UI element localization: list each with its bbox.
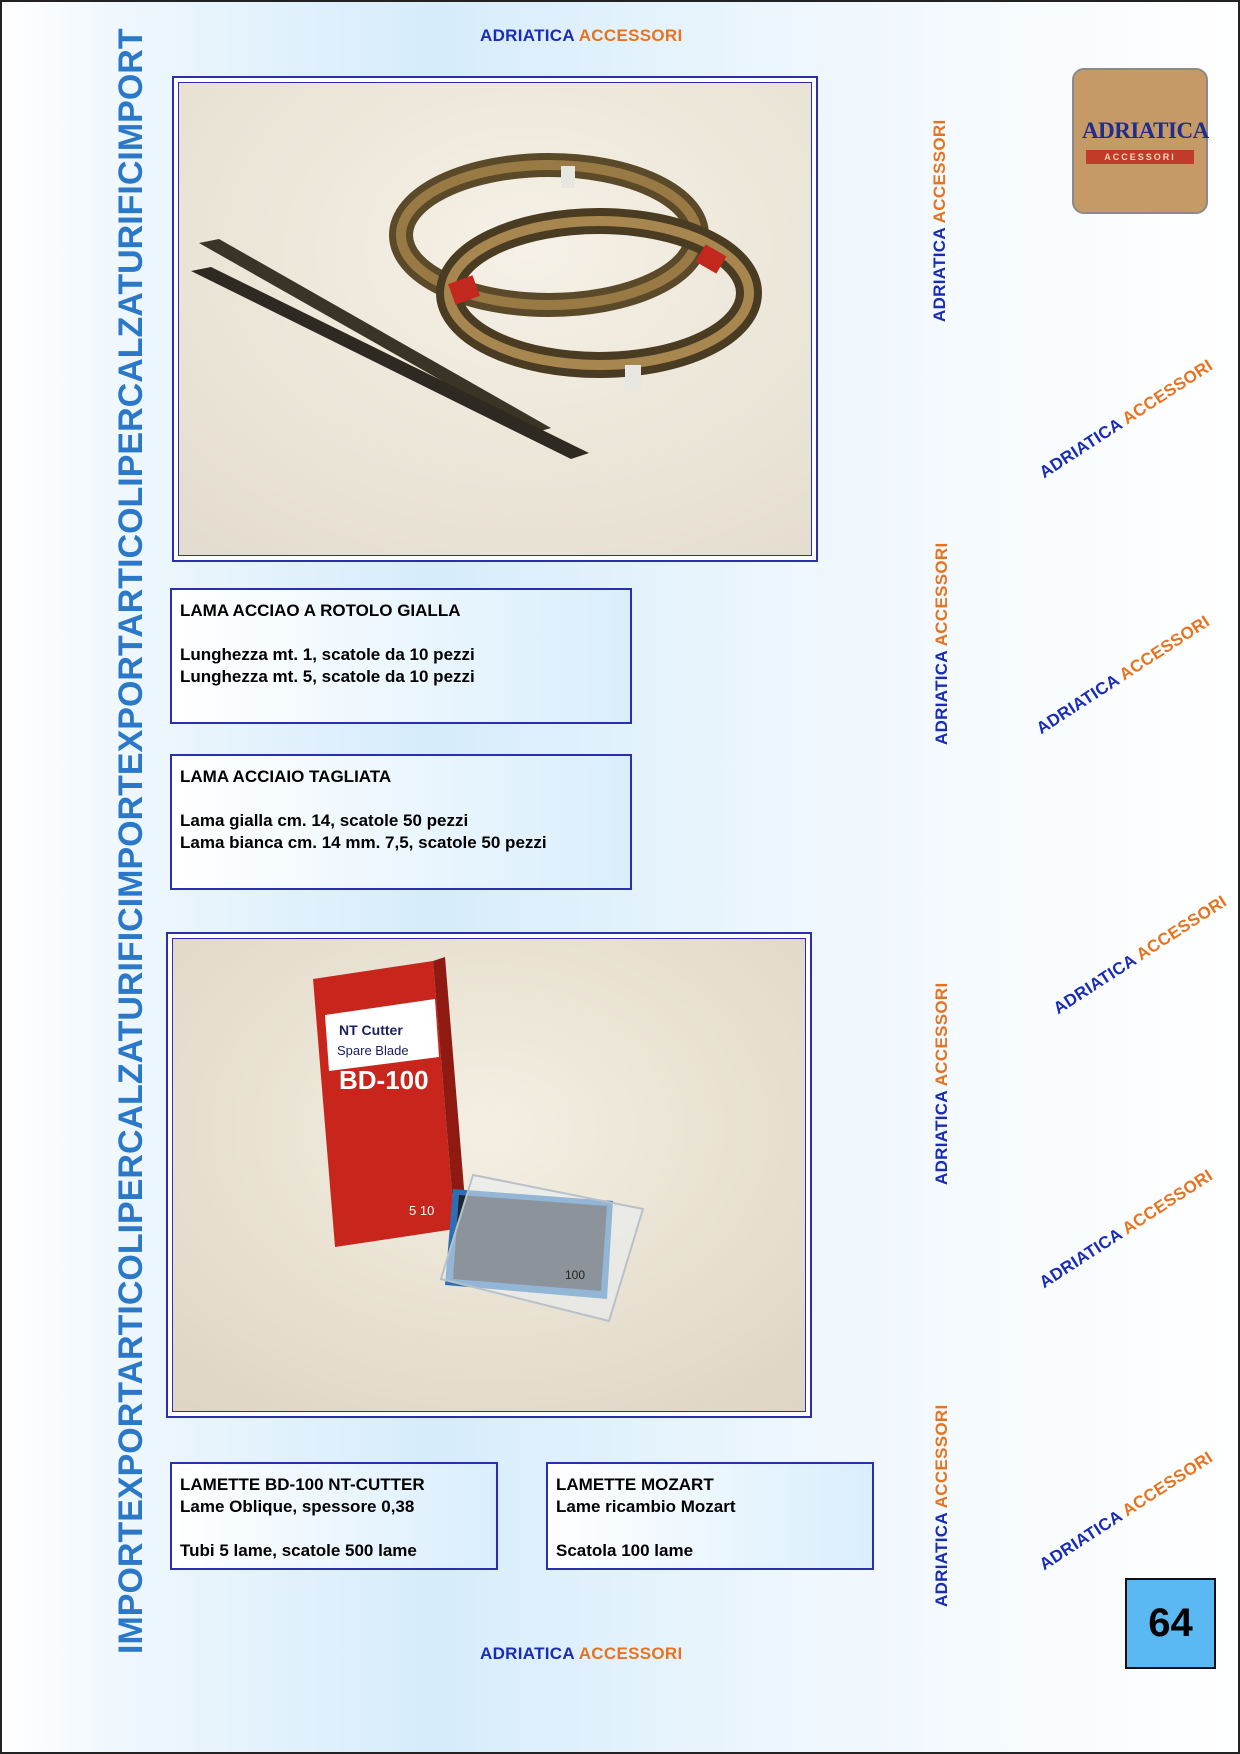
photo-steel-roll [178, 82, 812, 556]
product-subtitle: Lame ricambio Mozart [556, 1497, 736, 1516]
diagonal-brand: ADRIATICA ACCESSORI [1036, 1447, 1217, 1574]
logo-title: ADRIATICA [1082, 118, 1209, 143]
diagonal-brand: ADRIATICA ACCESSORI [1036, 355, 1217, 482]
product-subtitle: Lame Oblique, spessore 0,38 [180, 1497, 415, 1516]
product-title: LAMETTE BD-100 NT-CUTTER [180, 1475, 425, 1494]
product-title: LAMA ACCIAIO TAGLIATA [180, 767, 392, 786]
product-detail-line: Lama gialla cm. 14, scatole 50 pezzi [180, 811, 469, 830]
company-logo [1072, 68, 1208, 214]
product-box-mozart [546, 1462, 874, 1570]
product-box-steel-roll [170, 588, 632, 724]
photo-steel-roll-frame [172, 76, 818, 562]
vertical-brand: ADRIATICA ACCESSORI [932, 542, 951, 745]
box-brand-label: NT Cutter [339, 1022, 403, 1038]
product-detail-line: Scatola 100 lame [556, 1541, 694, 1560]
product-box-bd100 [170, 1462, 498, 1570]
product-detail-line: Lama bianca cm. 14 mm. 7,5, scatole 50 pezzi [180, 833, 547, 852]
product-title: LAMA ACCIAO A ROTOLO GIALLA [180, 601, 461, 620]
header-brand: ADRIATICA ACCESSORI [480, 26, 683, 45]
product-box-cut-steel [170, 754, 632, 890]
diagonal-brand: ADRIATICA ACCESSORI [1036, 1165, 1217, 1292]
page-number: 64 [1125, 1578, 1216, 1669]
vertical-brand: ADRIATICA ACCESSORI [932, 982, 951, 1185]
photo-bd100-frame [166, 932, 812, 1418]
footer-brand: ADRIATICA ACCESSORI [480, 1644, 683, 1663]
bd100-illustration [173, 939, 806, 1412]
side-banner-text: IMPORTEXPORTARTICOLIPERCALZATURIFICIMPORTEXPORTARTICOLIPERCALZATURIFICIMPORT [112, 28, 150, 1654]
box-model-label: BD-100 [339, 1065, 429, 1095]
product-title: LAMETTE MOZART [556, 1475, 714, 1494]
diagonal-brand: ADRIATICA ACCESSORI [1033, 611, 1214, 738]
box-product-label: Spare Blade [337, 1043, 409, 1058]
logo-subtitle: ACCESSORI [1086, 150, 1194, 164]
steel-roll-illustration [179, 83, 812, 556]
product-detail-line: Lunghezza mt. 5, scatole da 10 pezzi [180, 667, 475, 686]
box-qty-label: 5 10 [409, 1203, 435, 1218]
product-detail-line: Lunghezza mt. 1, scatole da 10 pezzi [180, 645, 475, 664]
vertical-brand: ADRIATICA ACCESSORI [930, 119, 949, 322]
case-lid-label: 100 [565, 1268, 586, 1282]
vertical-brand: ADRIATICA ACCESSORI [932, 1404, 951, 1607]
photo-bd100 [172, 938, 806, 1412]
product-detail-line: Tubi 5 lame, scatole 500 lame [180, 1541, 417, 1560]
diagonal-brand: ADRIATICA ACCESSORI [1050, 891, 1231, 1018]
